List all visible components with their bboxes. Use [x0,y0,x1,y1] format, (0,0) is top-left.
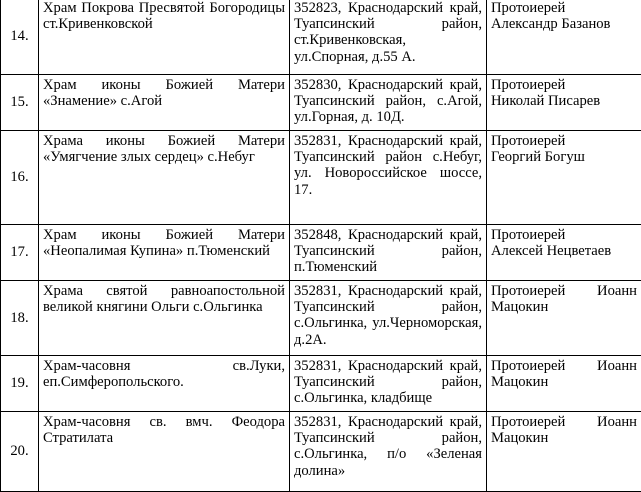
priest-name: Протоиерей Иоанн Мацокин [487,412,641,492]
church-name: Храм-часовня св. вмч. Феодора Стратилата [39,412,290,492]
row-number: 19. [1,356,39,412]
church-name: Храм иконы Божией Матери «Знамение» с.Агой [39,75,290,131]
priest-name: Протоиерей Иоанн Мацокин [487,356,641,412]
church-name: Храм-часовня св.Луки, еп.Симферопольского. [39,356,290,412]
church-name: Храм Покрова Пресвятой Богородицы ст.Кривенковской [39,0,290,75]
church-address: 352823, Краснодарский край, Туапсинский район, ст.Кривенковская, ул.Спорная, д.55 А. [290,0,487,75]
priest-name: Протоиерей Алексей Нецветаев [487,225,641,281]
row-number: 15. [1,75,39,131]
priest-name: Протоиерей Иоанн Мацокин [487,281,641,356]
table-row [1,75,641,131]
church-name: Храма святой равноапостольной великой княгини Ольги с.Ольгинка [39,281,290,356]
church-name: Храма иконы Божией Матери «Умягчение злых сердец» с.Небуг [39,131,290,225]
priest-name: Протоиерей Георгий Богуш [487,131,641,225]
row-number: 18. [1,281,39,356]
church-address: 352831, Краснодарский край, Туапсинский район с.Небуг, ул. Новороссийское шоссе, 17. [290,131,487,225]
table-row [1,356,641,412]
church-address: 352831, Краснодарский край, Туапсинский район, с.Ольгинка, п/о «Зеленая долина» [290,412,487,492]
table-row [1,225,641,281]
church-name: Храм иконы Божией Матери «Неопалимая Купина» п.Тюменский [39,225,290,281]
table-row [1,131,641,225]
church-address: 352830, Краснодарский край, Туапсинский район, с.Агой, ул.Горная, д. 10Д. [290,75,487,131]
church-address: 352848, Краснодарский край, Туапсинский район, п.Тюменский [290,225,487,281]
table-row [1,281,641,356]
row-number: 16. [1,131,39,225]
row-number: 17. [1,225,39,281]
row-number: 14. [1,0,39,75]
row-number: 20. [1,412,39,492]
priest-name: Протоиерей Николай Писарев [487,75,641,131]
priest-name: Протоиерей Александр Базанов [487,0,641,75]
church-address: 352831, Краснодарский край, Туапсинский район, с.Ольгинка, ул.Черноморская, д.2А. [290,281,487,356]
church-address: 352831, Краснодарский край, Туапсинский район, с.Ольгинка, кладбище [290,356,487,412]
table-row [1,0,641,75]
table-row [1,412,641,492]
